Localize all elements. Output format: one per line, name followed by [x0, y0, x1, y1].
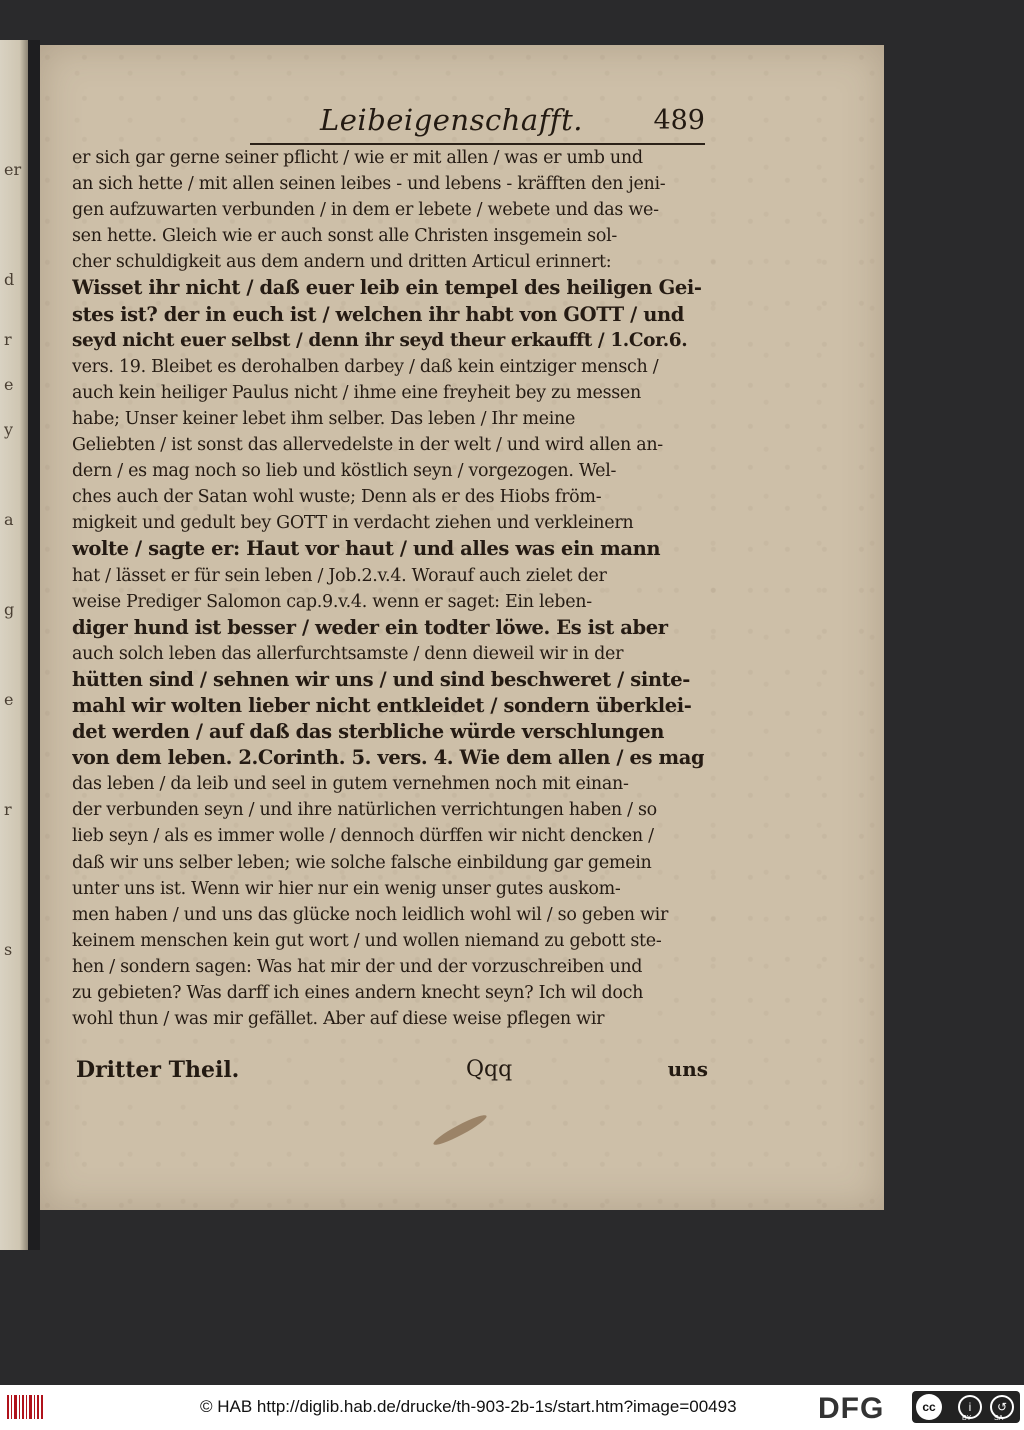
margin-fragment: d [4, 270, 15, 289]
text-line: von dem leben. 2.Corinth. 5. vers. 4. Wie dem allen / es mag [72, 746, 704, 770]
text-line: er sich gar gerne seiner pflicht / wie er mit allen / was er umb und [72, 148, 643, 168]
paper-stain [431, 1112, 489, 1149]
text-line: sen hette. Gleich wie er auch sonst alle Christen insgemein sol- [72, 226, 617, 247]
page-footer [76, 1057, 708, 1087]
text-line: wohl thun / was mir gefället. Aber auf diese weise pflegen wir [72, 1009, 605, 1030]
margin-fragment: r [4, 800, 12, 819]
text-line: gen aufzuwarten verbunden / in dem er lebete / webete und das we- [72, 200, 659, 221]
text-line: hen / sondern sagen: Was hat mir der und der vorzuschreiben und [72, 956, 643, 977]
margin-fragment: s [4, 940, 13, 959]
page-header [250, 103, 705, 145]
text-line: dern / es mag noch so lieb und köstlich seyn / vorgezogen. Wel- [72, 461, 617, 482]
share-alike-icon: ↺ [990, 1395, 1014, 1419]
viewer-footer-bar [0, 1385, 1024, 1430]
margin-fragment: y [4, 420, 14, 439]
text-line: keinem menschen kein gut wort / und wollen niemand zu gebott ste- [72, 930, 662, 951]
text-line: men haben / und uns das glücke noch leidlich wohl wil / so geben wir [72, 904, 669, 925]
text-line: vers. 19. Bleibet es derohalben darbey / daß kein eintziger mensch / [72, 356, 659, 377]
text-line: seyd nicht euer selbst / denn ihr seyd theur erkaufft / 1.Cor.6. [72, 329, 688, 351]
text-line: habe; Unser keiner lebet ihm selber. Das leben / Ihr meine [72, 408, 576, 429]
text-line: zu gebieten? Was darff ich eines andern knecht seyn? Ich wil doch [72, 983, 644, 1003]
margin-fragment: a [4, 510, 14, 529]
text-line: der verbunden seyn / und ihre natürlichen verrichtungen haben / so [72, 800, 657, 821]
text-line: hat / lässet er für sein leben / Job.2.v.4. Worauf auch zielet der [72, 565, 607, 586]
text-line: cher schuldigkeit aus dem andern und dritten Articul erinnert: [72, 252, 612, 273]
text-line: det werden / auf daß das sterbliche würde verschlungen [72, 720, 664, 744]
text-line: hütten sind / sehnen wir uns / und sind beschweret / sinte- [72, 667, 690, 691]
text-line: mahl wir wolten lieber nicht entkleidet / sondern überklei- [72, 693, 692, 717]
text-line: wolte / sagte er: Haut vor haut / und alles was ein mann [72, 537, 661, 561]
catchword: uns [667, 1057, 708, 1081]
adjacent-page-edge [0, 40, 28, 1250]
text-line: Geliebten / ist sonst das allervedelste in der welt / und wird allen an- [72, 435, 663, 456]
text-line: das leben / da leib und seel in gutem vernehmen noch mit einan- [72, 774, 629, 795]
margin-fragment: e [4, 375, 14, 394]
library-barcode-icon [6, 1393, 46, 1421]
text-line: an sich hette / mit allen seinen leibes - und lebens - kräfften den jeni- [72, 174, 666, 195]
text-line: unter uns ist. Wenn wir hier nur ein wenig unser gutes auskom- [72, 878, 621, 899]
text-line: lieb seyn / als es immer wolle / dennoch dürffen wir nicht dencken / [72, 826, 654, 847]
text-line: weise Prediger Salomon cap.9.v.4. wenn er saget: Ein leben- [72, 591, 592, 612]
text-line: auch kein heiliger Paulus nicht / ihme eine freyheit bey zu messen [72, 382, 641, 403]
signature-line: Dritter Theil. [76, 1057, 240, 1083]
text-line: stes ist? der in euch ist / welchen ihr habt von GOTT / und [72, 302, 685, 326]
cc-license-badge[interactable] [912, 1391, 1020, 1423]
dfg-logo: DFG [818, 1392, 885, 1425]
page-number: 489 [653, 105, 705, 136]
margin-fragment: r [4, 330, 12, 349]
creative-commons-icon: cc [916, 1394, 942, 1420]
text-line: diger hund ist besser / weder ein todter löwe. Es ist aber [72, 615, 668, 639]
book-spine-gutter [28, 40, 40, 1250]
running-title: Leibeigenschafft. [320, 103, 584, 137]
citation-link[interactable]: © HAB http://diglib.hab.de/drucke/th-903-2b-1s/start.htm?image=00493 [200, 1397, 737, 1416]
text-line: daß wir uns selber leben; wie solche falsche einbildung gar gemein [72, 852, 652, 873]
attribution-icon: i [958, 1395, 982, 1419]
text-line: auch solch leben das allerfurchtsamste / denn dieweil wir in der [72, 643, 624, 664]
signature-mark: Qqq [466, 1057, 513, 1082]
text-line: migkeit und gedult bey GOTT in verdacht ziehen und verkleinern [72, 513, 634, 534]
text-line: Wisset ihr nicht / daß euer leib ein tempel des heiligen Gei- [72, 276, 702, 300]
book-page [40, 45, 884, 1210]
margin-fragment: er [4, 160, 22, 179]
body-text [72, 145, 704, 1032]
margin-fragment: g [4, 600, 15, 619]
text-line: ches auch der Satan wohl wuste; Denn als er des Hiobs fröm- [72, 487, 602, 508]
margin-fragment: e [4, 690, 14, 709]
sa-label: SA [994, 1415, 1004, 1422]
by-label: BY [962, 1415, 972, 1422]
